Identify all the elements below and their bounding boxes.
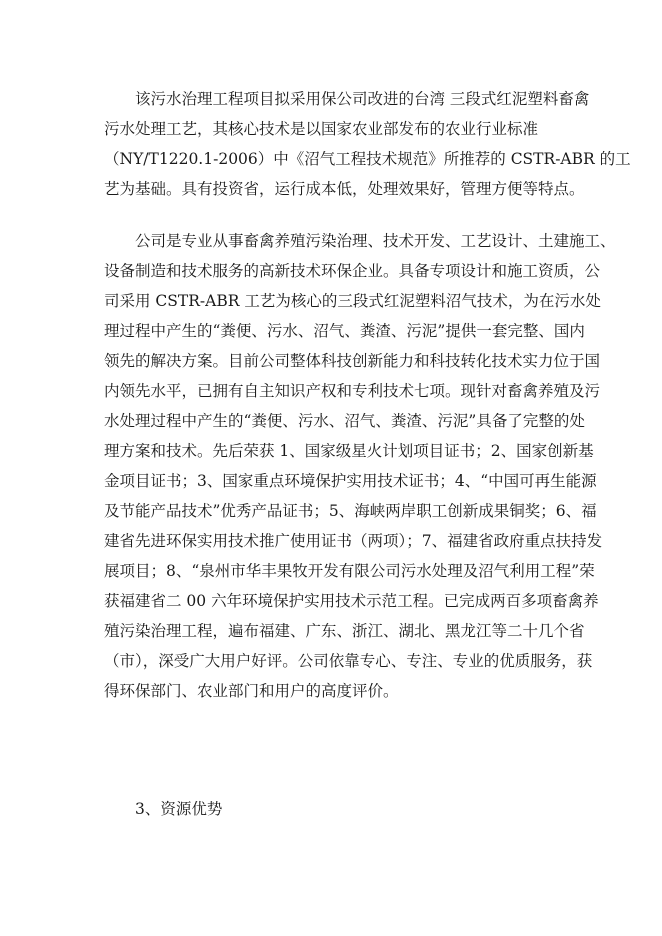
text-line: 及节能产品技术”优秀产品证书；5、海峡两岸职工创新成果铜奖；6、福 bbox=[104, 502, 597, 520]
paragraph-project-process bbox=[104, 84, 631, 204]
text-line: 艺为基础。具有投资省，运行成本低，处理效果好，管理方便等特点。 bbox=[104, 180, 585, 198]
text-line: 理过程中产生的“粪便、污水、沼气、粪渣、污泥”提供一套完整、国内 bbox=[104, 322, 585, 340]
text-line: （NY/T1220.1-2006）中《沼气工程技术规范》所推荐的 CSTR-ABR 的工 bbox=[104, 150, 631, 168]
text-line: 领先的解决方案。目前公司整体科技创新能力和科技转化技术实力位于国 bbox=[104, 352, 601, 370]
section-heading-resource-advantage bbox=[104, 794, 624, 824]
text-line: 公司是专业从事畜禽养殖污染治理、技术开发、工艺设计、土建施工、 bbox=[104, 232, 616, 250]
text-line: 殖污染治理工程，遍布福建、广东、浙江、湖北、黑龙江等二十几个省 bbox=[104, 622, 585, 640]
text-line: 建省先进环保实用技术推广使用证书（两项）；7、福建省政府重点扶持发 bbox=[104, 532, 603, 550]
text-line: 展项目；8、“泉州市华丰果牧开发有限公司污水处理及沼气利用工程”荣 bbox=[104, 562, 595, 580]
text-line: 内领先水平，已拥有自主知识产权和专利技术七项。现针对畜禽养殖及污 bbox=[104, 382, 601, 400]
text-line: 设备制造和技术服务的高新技术环保企业。具备专项设计和施工资质，公 bbox=[104, 262, 601, 280]
text-line: （市），深受广大用户好评。公司依靠专心、专注、专业的优质服务，获 bbox=[104, 652, 593, 670]
text-line: 污水处理工艺，其核心技术是以国家农业部发布的农业行业标准 bbox=[104, 120, 539, 138]
paragraph-company-profile bbox=[104, 226, 624, 706]
text-line: 该污水治理工程项目拟采用保公司改进的台湾 三段式红泥塑料畜禽 bbox=[104, 90, 590, 108]
text-line: 水处理过程中产生的“粪便、污水、沼气、粪渣、污泥”具备了完整的处 bbox=[104, 412, 585, 430]
text-line: 司采用 CSTR-ABR 工艺为核心的三段式红泥塑料沼气技术，为在污水处 bbox=[104, 292, 601, 310]
text-line: 理方案和技术。先后荣获 1、国家级星火计划项目证书；2、国家创新基 bbox=[104, 442, 594, 460]
text-line: 3、资源优势 bbox=[104, 800, 223, 818]
text-line: 获福建省二 00 六年环境保护实用技术示范工程。已完成两百多项畜禽养 bbox=[104, 592, 599, 610]
text-line: 得环保部门、农业部门和用户的高度评价。 bbox=[104, 682, 399, 700]
text-line: 金项目证书；3、国家重点环境保护实用技术证书；4、“中国可再生能源 bbox=[104, 472, 597, 490]
